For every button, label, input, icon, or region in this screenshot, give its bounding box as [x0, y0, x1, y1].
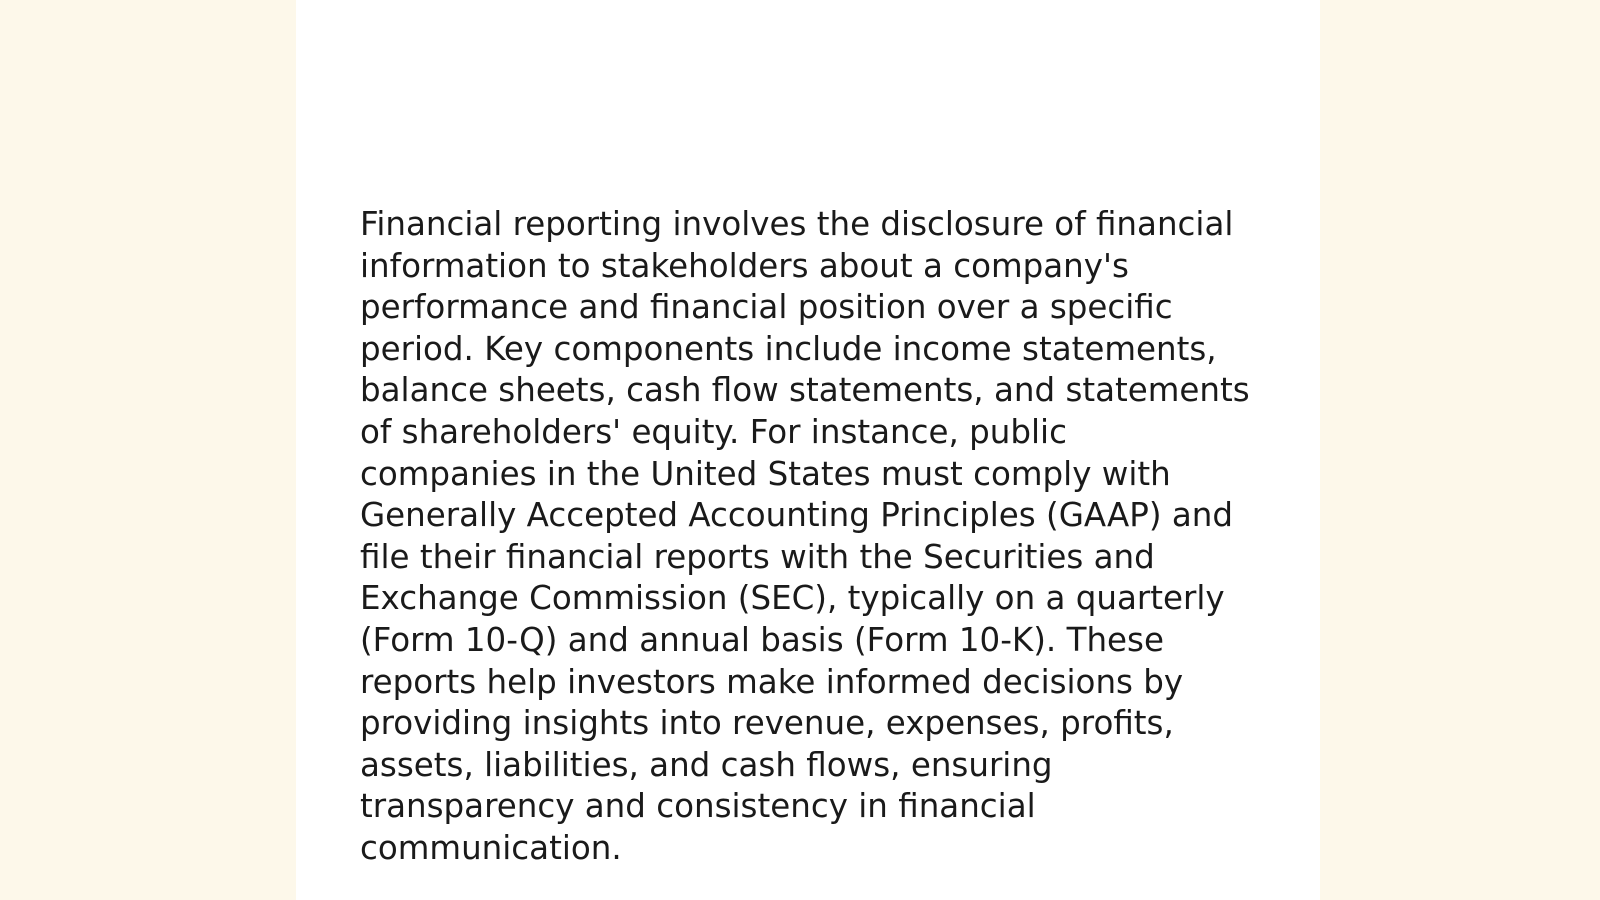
- paragraph-line: file their financial reports with the Securities and: [360, 537, 1155, 576]
- paragraph-line: Financial reporting involves the disclosure of financial: [360, 205, 1234, 243]
- document-page: [296, 0, 1320, 900]
- paragraph-line: period. Key components include income statements,: [360, 329, 1217, 368]
- paragraph-line: Generally Accepted Accounting Principles (GAAP) and: [360, 496, 1234, 535]
- paragraph-line: transparency and consistency in financial: [360, 787, 1036, 826]
- paragraph-line: balance sheets, cash flow statements, and statements: [360, 371, 1250, 410]
- paragraph-line: assets, liabilities, and cash flows, ensuring: [360, 745, 1053, 784]
- paragraph-line: providing insights into revenue, expenses, profits,: [360, 704, 1174, 743]
- paragraph-line: (Form 10-Q) and annual basis (Form 10-K). These: [360, 620, 1164, 659]
- document-paragraph: [360, 204, 1260, 870]
- paragraph-line: communication.: [360, 828, 622, 867]
- paragraph-line: of shareholders' equity. For instance, public: [360, 412, 1067, 451]
- paragraph-line: performance and financial position over a specific: [360, 288, 1173, 327]
- paragraph-line: companies in the United States must comply with: [360, 454, 1171, 493]
- paragraph-line: Exchange Commission (SEC), typically on a quarterly: [360, 579, 1225, 618]
- paragraph-line: information to stakeholders about a company's: [360, 246, 1129, 285]
- paragraph-line: reports help investors make informed decisions by: [360, 662, 1184, 701]
